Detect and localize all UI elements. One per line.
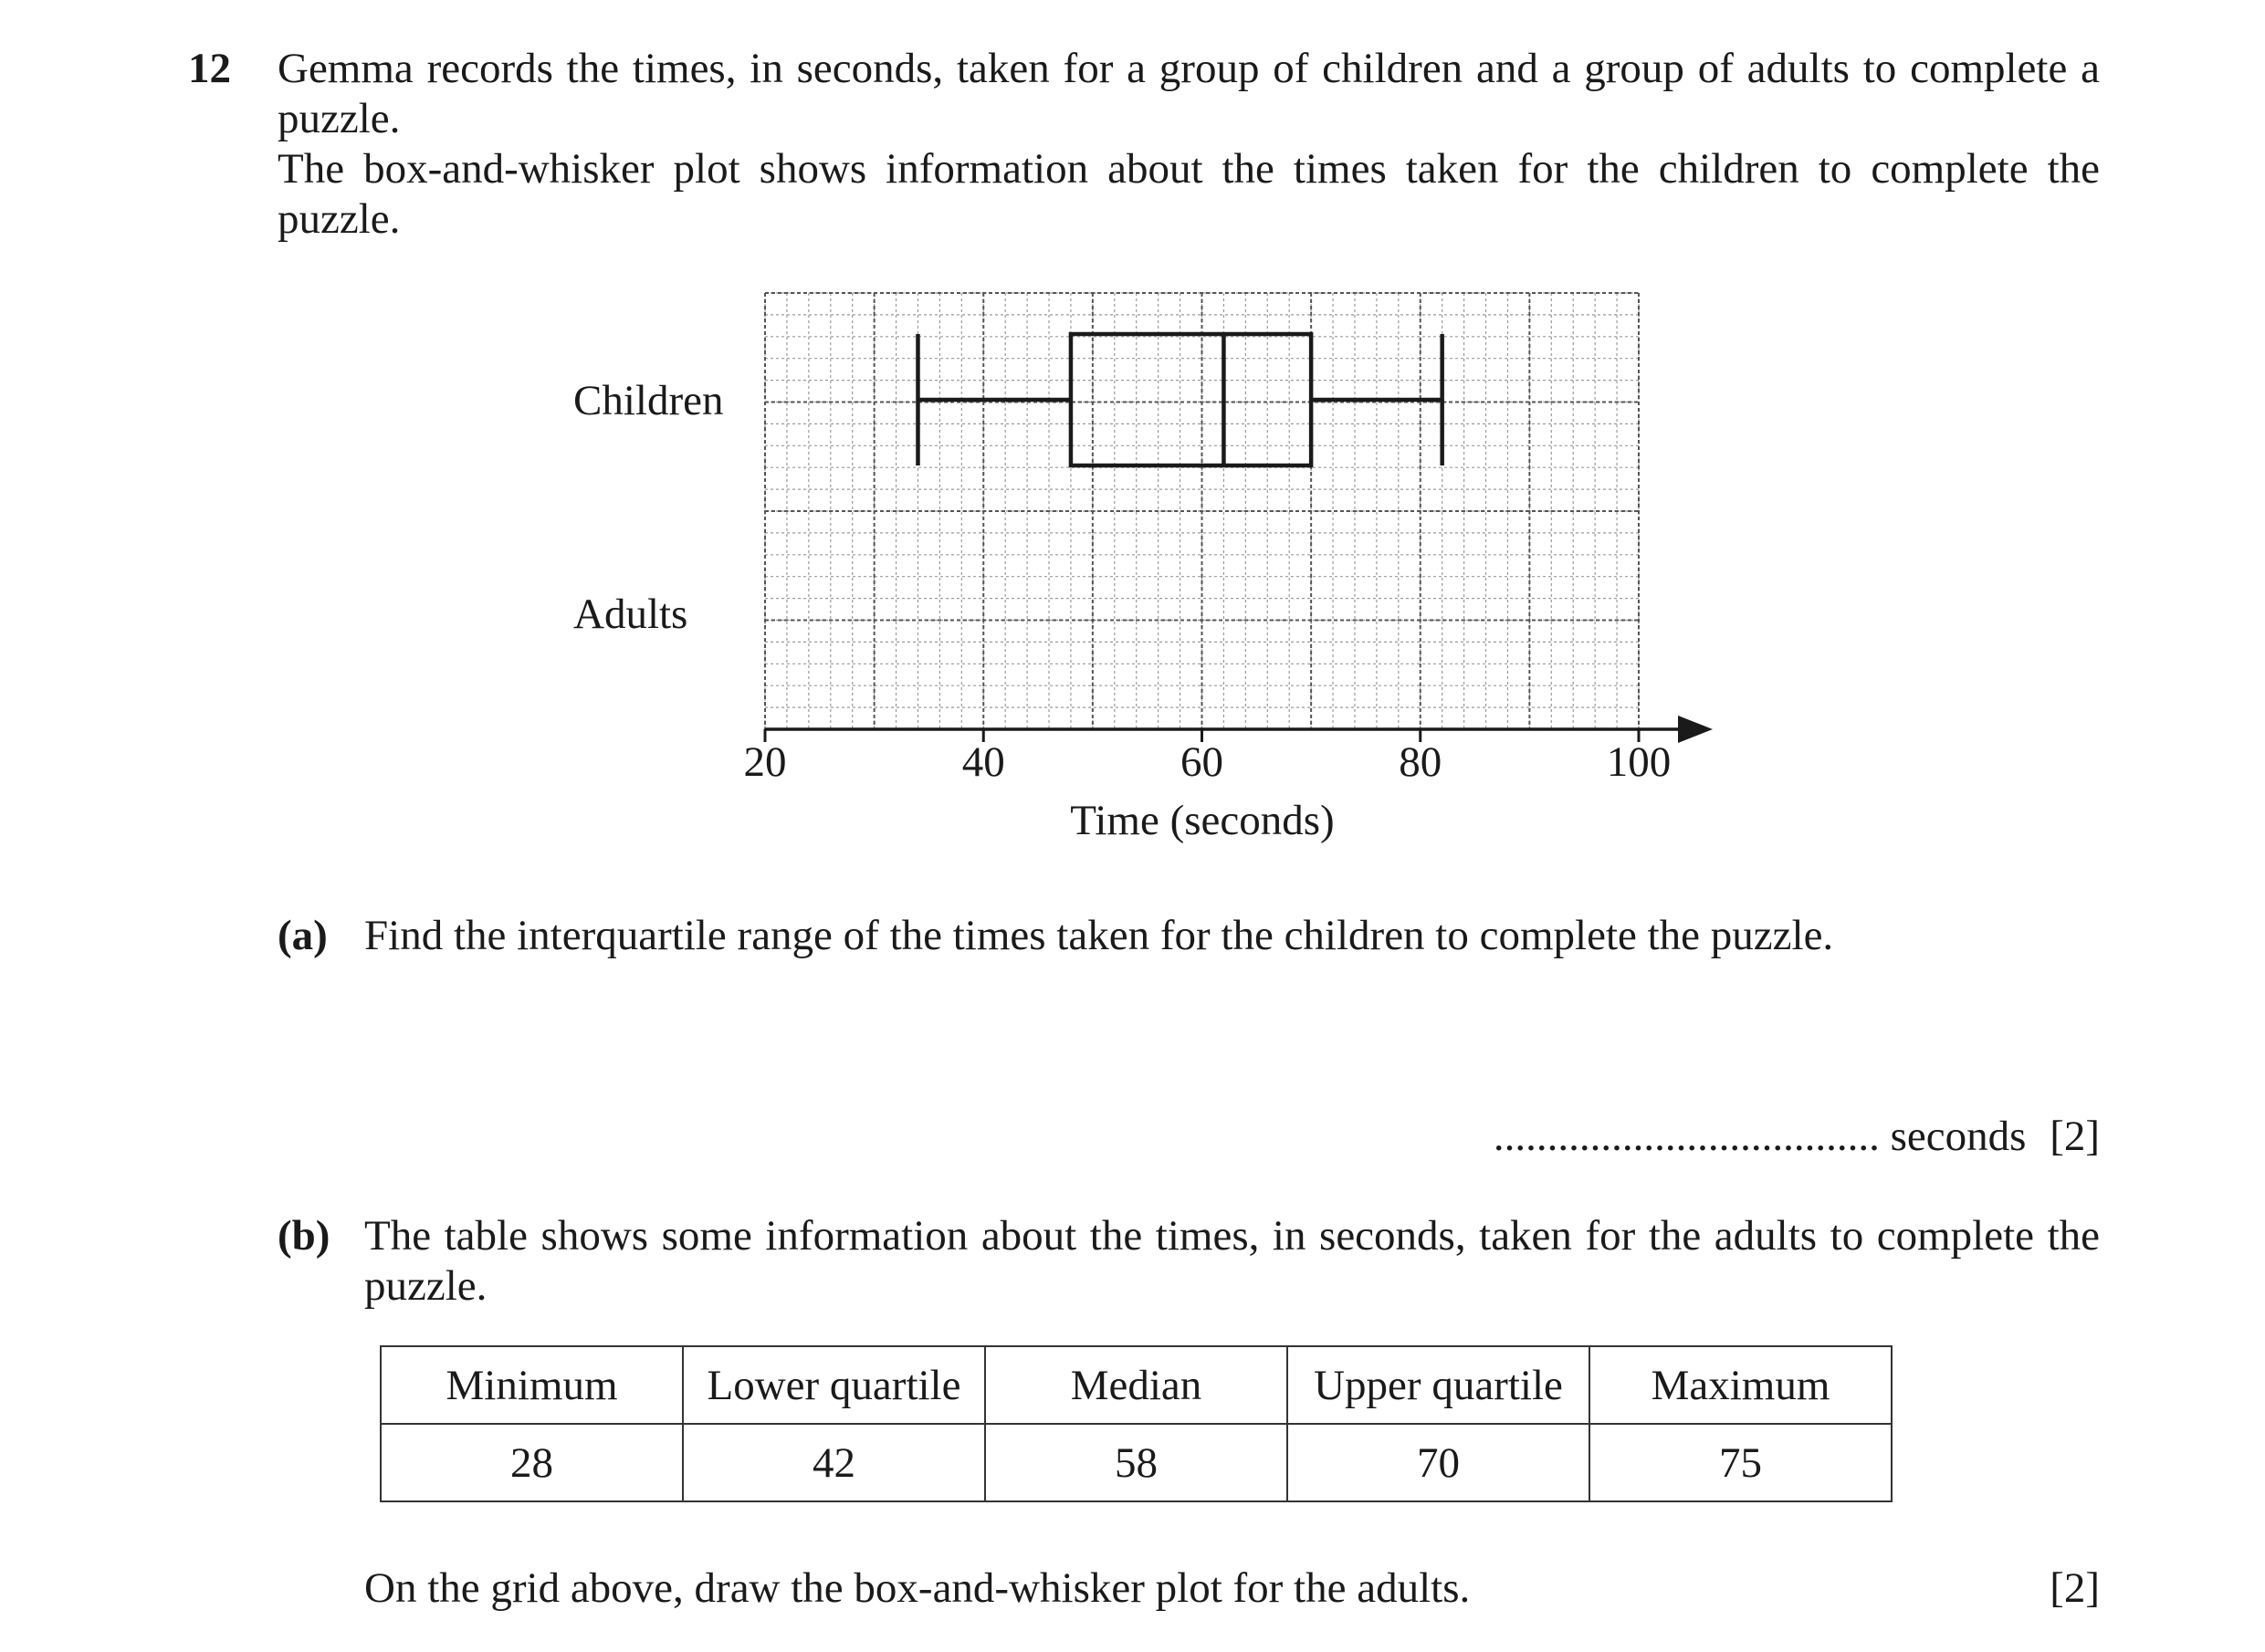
table-value-cell: 28 <box>381 1424 683 1501</box>
part-b-text-line-1: The table shows some information about the times, in seconds, taken for the adults to complete the <box>364 1212 2100 1260</box>
x-tick-label: 40 <box>961 738 1005 786</box>
table-header-cell: Median <box>985 1346 1287 1424</box>
part-a-label: (a) <box>278 912 328 959</box>
row-labels <box>573 377 723 638</box>
table-value-cell: 75 <box>1589 1424 1892 1501</box>
x-tick-label: 100 <box>1606 738 1672 786</box>
table-header-cell: Maximum <box>1589 1346 1892 1424</box>
x-tick-label: 80 <box>1399 738 1442 786</box>
table-header-cell: Lower quartile <box>683 1346 985 1424</box>
table-header-cell: Upper quartile <box>1287 1346 1589 1424</box>
x-axis-label: Time (seconds) <box>1070 797 1335 844</box>
answer-unit: seconds <box>1890 1113 2027 1160</box>
adults-data-table <box>380 1345 1893 1502</box>
part-b-marks: [2] <box>2050 1564 2100 1612</box>
row-label-adults: Adults <box>573 591 688 638</box>
question-intro-line-4: puzzle. <box>278 195 401 243</box>
x-axis-ticks <box>744 729 1672 786</box>
table-header-row <box>381 1346 1892 1424</box>
part-a-question: Find the interquartile range of the times taken for the children to complete the puzzle. <box>364 912 1834 959</box>
table-value-row <box>381 1424 1892 1501</box>
answer-dots[interactable]: .................................... <box>1493 1113 1880 1160</box>
row-label-children: Children <box>573 377 724 424</box>
x-tick-label: 60 <box>1180 738 1223 786</box>
x-tick-label: 20 <box>743 738 787 786</box>
question-number: 12 <box>188 45 231 92</box>
table-value-cell: 42 <box>683 1424 985 1501</box>
table-header-cell: Minimum <box>381 1346 683 1424</box>
x-axis-arrow <box>1678 716 1713 743</box>
x-axis <box>744 716 1714 844</box>
question-intro-line-1: Gemma records the times, in seconds, taken for a group of children and a group of adults to complete a <box>278 45 2100 92</box>
question-intro-line-3: The box-and-whisker plot shows information about the times taken for the children to complete the <box>278 145 2100 193</box>
part-b-instruction: On the grid above, draw the box-and-whisker plot for the adults. <box>364 1564 1471 1612</box>
question-intro-line-2: puzzle. <box>278 95 401 142</box>
part-b-label: (b) <box>278 1212 330 1260</box>
table-value-cell: 58 <box>985 1424 1287 1501</box>
grid-major-lines <box>765 293 1639 729</box>
part-a-marks: [2] <box>2050 1113 2100 1160</box>
table-value-cell: 70 <box>1287 1424 1589 1501</box>
part-b-text-line-2: puzzle. <box>364 1262 488 1310</box>
part-a-answer-line[interactable] <box>1494 1112 2100 1162</box>
